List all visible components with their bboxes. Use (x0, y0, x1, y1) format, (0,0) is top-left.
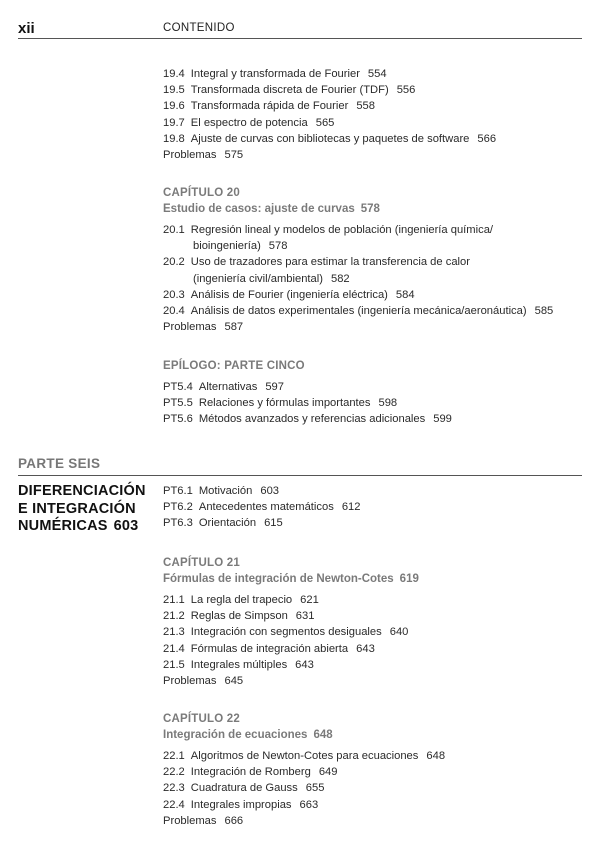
toc-problems: Problemas 587 (163, 321, 244, 334)
toc-entry: PT5.6 Métodos avanzados y referencias adicionales 599 (163, 413, 452, 426)
epilogue-part-five (163, 358, 583, 428)
chapter-title: Fórmulas de integración de Newton-Cotes 619 (163, 573, 419, 585)
toc-entry: PT6.1 Motivación 603 (163, 485, 280, 497)
toc-entry-continuation: (ingeniería civil/ambiental) 582 (193, 272, 350, 285)
toc-entry: 22.2 Integración de Romberg 649 (163, 766, 338, 779)
toc-entry: 22.3 Cuadratura de Gauss 655 (163, 782, 325, 795)
toc-entry: 21.5 Integrales múltiples 643 (163, 658, 314, 671)
toc-entry: 20.2 Uso de trazadores para estimar la transferencia de calor (163, 256, 470, 269)
toc-entry: 21.1 La regla del trapecio 621 (163, 594, 319, 606)
toc-entry: PT5.5 Relaciones y fórmulas importantes 598 (163, 397, 398, 410)
toc-problems: Problemas 645 (163, 675, 244, 688)
toc-entry: PT6.2 Antecedentes matemáticos 612 (163, 501, 361, 514)
toc-entry: PT5.4 Alternativas 597 (163, 381, 284, 393)
toc-entry: 19.8 Ajuste de curvas con bibliotecas y paquetes de software 566 (163, 132, 497, 145)
toc-entry: 22.1 Algoritmos de Newton-Cotes para ecuaciones 648 (163, 750, 446, 762)
toc-problems: Problemas 575 (163, 149, 244, 162)
chapter-label: CAPÍTULO 22 (163, 713, 240, 725)
toc-entry: 19.7 El espectro de potencia 565 (163, 116, 335, 129)
toc-problems: Problemas 666 (163, 814, 244, 827)
chapter-21 (163, 555, 583, 689)
toc-entry: 20.1 Regresión lineal y modelos de población (ingeniería química/ (163, 224, 494, 236)
chapter-label: CAPÍTULO 20 (163, 187, 240, 199)
chapter-20 (163, 185, 583, 335)
epilogue-label: EPÍLOGO: PARTE CINCO (163, 360, 305, 372)
page-number: xii (18, 20, 35, 37)
chapter-title: Estudio de casos: ajuste de curvas 578 (163, 203, 380, 215)
toc-entry: 21.4 Fórmulas de integración abierta 643 (163, 642, 375, 655)
part-six-intro (163, 483, 583, 532)
toc-entry: 20.4 Análisis de datos experimentales (ingeniería mecánica/aeronáutica) 585 (163, 305, 554, 318)
toc-entry: 21.3 Integración con segmentos desiguales 640 (163, 626, 409, 639)
toc-entry: PT6.3 Orientación 615 (163, 517, 283, 530)
chapter-title: Integración de ecuaciones 648 (163, 729, 333, 741)
part-title: DIFERENCIACIÓN E INTEGRACIÓN NUMÉRICAS 603 (18, 483, 146, 534)
toc-entry: 21.2 Reglas de Simpson 631 (163, 610, 315, 623)
toc-entry-continuation: bioingeniería) 578 (193, 240, 288, 253)
chapter-label: CAPÍTULO 21 (163, 557, 240, 569)
part-label: PARTE SEIS (18, 456, 101, 471)
toc-entry: 20.3 Análisis de Fourier (ingeniería eléctrica) 584 (163, 288, 415, 301)
chapter-22 (163, 711, 583, 829)
toc-entry: 19.4 Integral y transformada de Fourier 554 (163, 68, 387, 80)
toc-entry: 22.4 Integrales impropias 663 (163, 798, 319, 811)
toc-entry: 19.5 Transformada discreta de Fourier (TDF) 556 (163, 84, 416, 97)
page-header (18, 20, 582, 39)
chapter-19-continuation (163, 66, 583, 163)
running-title: CONTENIDO (163, 22, 235, 34)
part-header (18, 456, 582, 476)
toc-entry: 19.6 Transformada rápida de Fourier 558 (163, 100, 375, 113)
